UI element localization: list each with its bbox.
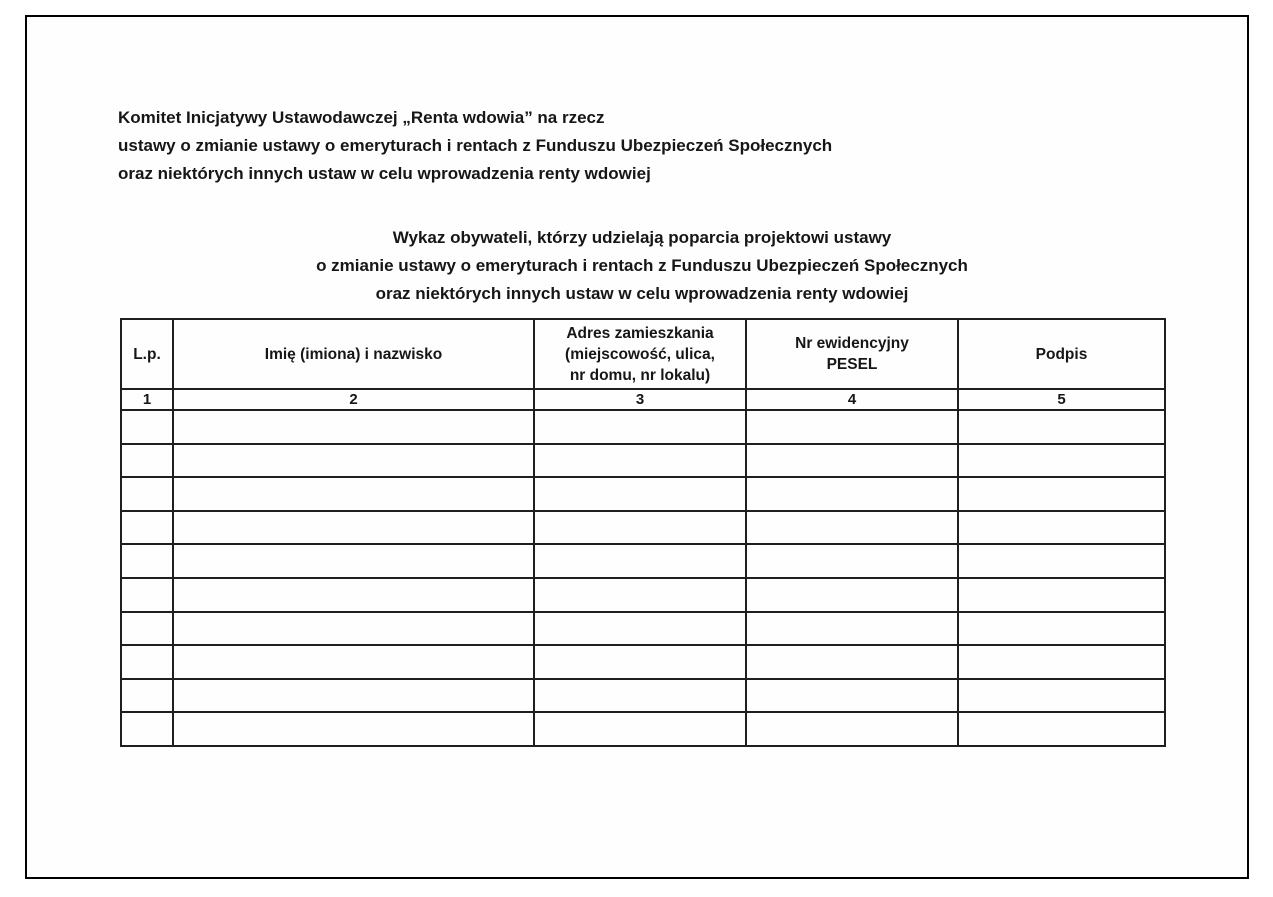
- empty-row: [121, 679, 1165, 713]
- empty-row: [121, 410, 1165, 444]
- empty-cell-name: [173, 712, 534, 746]
- committee-line-3: oraz niektórych innych ustaw w celu wprowadzenia renty wdowiej: [118, 164, 651, 183]
- committee-header: [118, 104, 1018, 188]
- committee-line-1: Komitet Inicjatywy Ustawodawczej „Renta wdowia” na rzecz: [118, 108, 605, 127]
- empty-cell-name: [173, 679, 534, 713]
- empty-cell-pesel: [746, 511, 958, 545]
- empty-cell-name: [173, 544, 534, 578]
- empty-cell-lp: [121, 410, 173, 444]
- empty-cell-name: [173, 645, 534, 679]
- empty-cell-name: [173, 578, 534, 612]
- empty-cell-signature: [958, 578, 1165, 612]
- title-line-1: Wykaz obywateli, którzy udzielają poparcia projektowi ustawy: [392, 228, 892, 247]
- table-body: [121, 410, 1165, 746]
- empty-cell-lp: [121, 712, 173, 746]
- empty-cell-signature: [958, 612, 1165, 646]
- empty-cell-lp: [121, 444, 173, 478]
- empty-row: [121, 612, 1165, 646]
- empty-cell-name: [173, 444, 534, 478]
- empty-cell-name: [173, 511, 534, 545]
- empty-cell-name: [173, 410, 534, 444]
- empty-row: [121, 544, 1165, 578]
- empty-cell-address: [534, 679, 746, 713]
- empty-cell-pesel: [746, 612, 958, 646]
- empty-cell-address: [534, 645, 746, 679]
- column-header-lp: [121, 319, 173, 389]
- column-header-name-label: Imię (imiona) i nazwisko: [264, 345, 443, 363]
- title-line-3: oraz niektórych innych ustaw w celu wprowadzenia renty wdowiej: [375, 284, 909, 303]
- empty-cell-address: [534, 410, 746, 444]
- empty-cell-lp: [121, 578, 173, 612]
- committee-line-2: ustawy o zmianie ustawy o emeryturach i rentach z Funduszu Ubezpieczeń Społecznych: [118, 136, 833, 155]
- column-header-address: [534, 319, 746, 389]
- empty-cell-address: [534, 544, 746, 578]
- empty-row: [121, 511, 1165, 545]
- empty-cell-pesel: [746, 544, 958, 578]
- empty-cell-pesel: [746, 645, 958, 679]
- empty-row: [121, 444, 1165, 478]
- empty-cell-lp: [121, 679, 173, 713]
- column-header-name: [173, 319, 534, 389]
- document-title: [120, 224, 1164, 308]
- empty-row: [121, 645, 1165, 679]
- column-header-address-line-1: Adres zamieszkania: [566, 324, 714, 342]
- empty-cell-pesel: [746, 477, 958, 511]
- column-header-address-line-2: (miejscowość, ulica,: [565, 345, 715, 363]
- column-header-pesel-line-1: Nr ewidencyjny: [795, 335, 909, 352]
- empty-cell-name: [173, 477, 534, 511]
- empty-cell-signature: [958, 679, 1165, 713]
- empty-cell-lp: [121, 477, 173, 511]
- empty-row: [121, 578, 1165, 612]
- column-header-pesel: [746, 319, 958, 389]
- column-number-3: 3: [534, 389, 746, 410]
- empty-cell-pesel: [746, 410, 958, 444]
- empty-cell-signature: [958, 645, 1165, 679]
- support-list-table: [120, 318, 1166, 747]
- empty-cell-pesel: [746, 444, 958, 478]
- column-number-4: 4: [746, 389, 958, 410]
- empty-cell-signature: [958, 444, 1165, 478]
- empty-cell-lp: [121, 645, 173, 679]
- empty-cell-signature: [958, 511, 1165, 545]
- empty-cell-signature: [958, 477, 1165, 511]
- column-header-lp-label: L.p.: [133, 345, 161, 363]
- empty-cell-lp: [121, 544, 173, 578]
- empty-cell-address: [534, 477, 746, 511]
- empty-row: [121, 477, 1165, 511]
- empty-cell-lp: [121, 511, 173, 545]
- column-header-signature-label: Podpis: [1035, 345, 1088, 363]
- empty-cell-pesel: [746, 712, 958, 746]
- column-header-address-line-3: nr domu, nr lokalu): [569, 366, 711, 384]
- empty-cell-name: [173, 612, 534, 646]
- column-number-1: 1: [121, 389, 173, 410]
- column-header-pesel-line-2: PESEL: [826, 356, 878, 373]
- empty-cell-signature: [958, 410, 1165, 444]
- table-header-row: [121, 319, 1165, 389]
- empty-cell-pesel: [746, 578, 958, 612]
- empty-cell-address: [534, 712, 746, 746]
- empty-cell-address: [534, 511, 746, 545]
- empty-cell-signature: [958, 712, 1165, 746]
- empty-cell-address: [534, 612, 746, 646]
- title-line-2: o zmianie ustawy o emeryturach i rentach z Funduszu Ubezpieczeń Społecznych: [316, 256, 968, 275]
- empty-cell-lp: [121, 612, 173, 646]
- column-header-signature: [958, 319, 1165, 389]
- empty-row: [121, 712, 1165, 746]
- column-number-2: 2: [173, 389, 534, 410]
- column-number-5: 5: [958, 389, 1165, 410]
- empty-cell-signature: [958, 544, 1165, 578]
- empty-cell-address: [534, 578, 746, 612]
- empty-cell-address: [534, 444, 746, 478]
- column-number-row: [121, 389, 1165, 410]
- empty-cell-pesel: [746, 679, 958, 713]
